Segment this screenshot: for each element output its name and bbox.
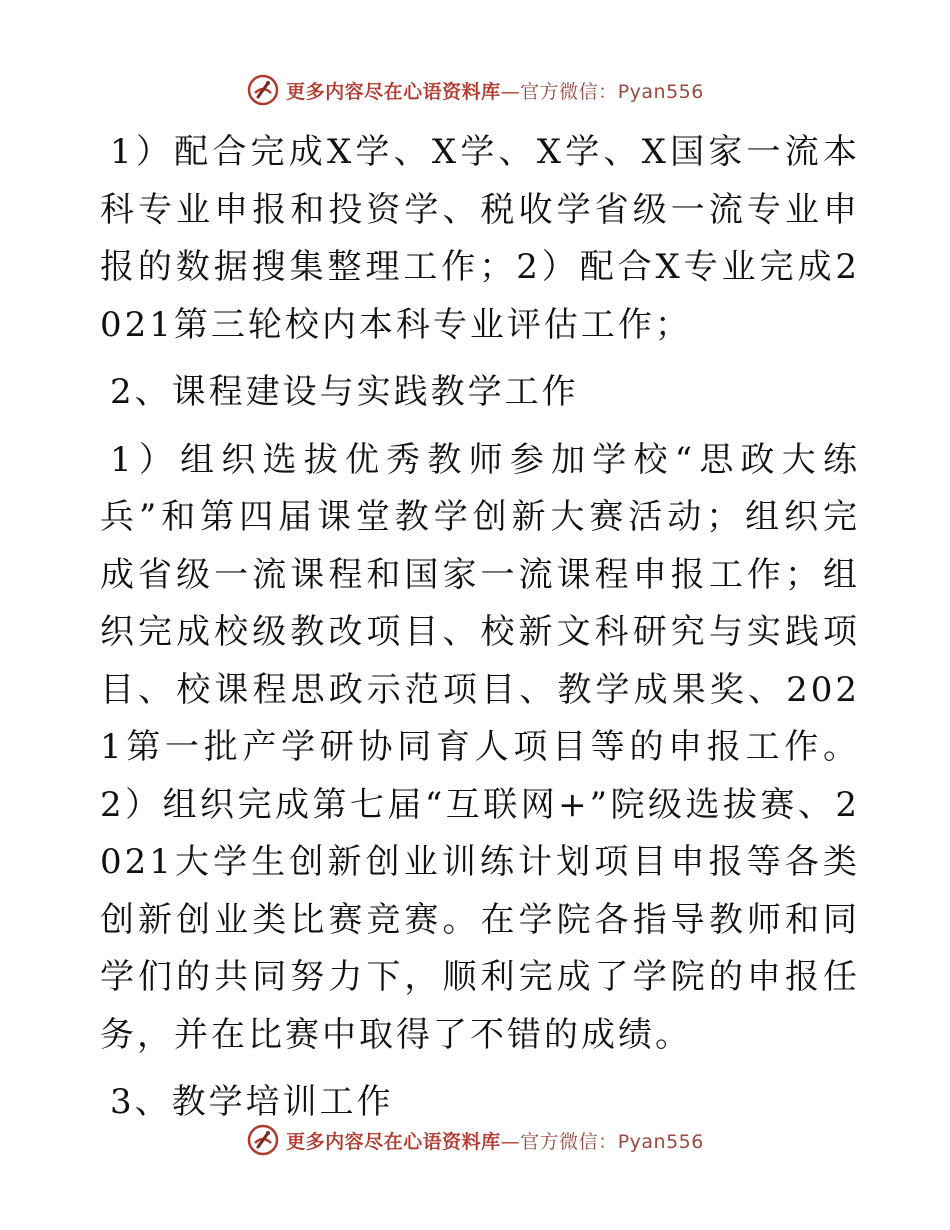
watermark-separator: — — [500, 80, 521, 103]
book-pen-logo-icon — [246, 73, 280, 107]
header-watermark-banner — [0, 70, 950, 110]
watermark-main-text: 更多内容尽在心语资料库 — [286, 1130, 501, 1153]
section-heading-course-construction: 2、课程建设与实践教学工作 — [110, 372, 579, 412]
watermark-main-text: 更多内容尽在心语资料库 — [286, 80, 501, 103]
paragraph-course-construction: 1）组织选拔优秀教师参加学校“思政大练兵”和第四届课堂教学创新大赛活动；组织完成省级一流课程和国家一流课程申报工作；组织完成校级教改项目、校新文科研究与实践项目、校课程思政示范项目、教学成果奖、2021第一批产学研协同育人项目等的申报工作。2）组织完成第七届“互联网+”院级选拔赛、2021大学生创新创业训练计划项目申报等各类创新创业类比赛竞赛。在学院各指导教师和同学们的共同努力下，顺利完成了学院的申报任务，并在比赛中取得了不错的成绩。 — [100, 439, 860, 1055]
paragraph-professional-construction: 1）配合完成X学、X学、X学、X国家一流本科专业申报和投资学、税收学省级一流专业申报的数据搜集整理工作；2）配合X专业完成2021第三轮校内本科专业评估工作； — [100, 132, 860, 345]
watermark-contact-label: 官方微信： — [520, 80, 618, 103]
document-body — [100, 124, 860, 1132]
watermark-contact-id: Pyan556 — [617, 80, 704, 103]
watermark-contact-id: Pyan556 — [617, 1130, 704, 1153]
watermark-separator: — — [500, 1130, 521, 1153]
book-pen-logo-icon — [246, 1123, 280, 1157]
watermark-text — [286, 1127, 704, 1154]
watermark-contact-label: 官方微信： — [520, 1130, 618, 1153]
section-heading-teaching-training: 3、教学培训工作 — [110, 1082, 394, 1122]
watermark-text — [286, 77, 704, 104]
footer-watermark-banner — [0, 1120, 950, 1160]
